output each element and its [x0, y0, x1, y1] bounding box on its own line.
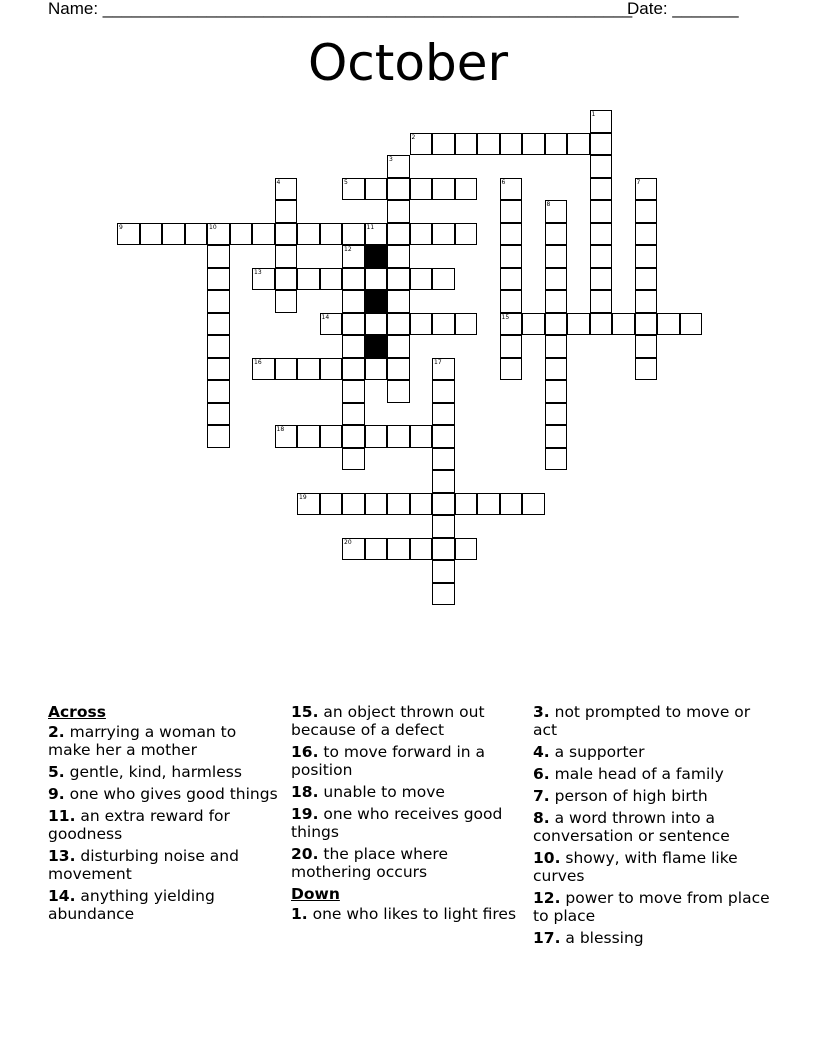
crossword-cell[interactable]: [275, 178, 298, 201]
crossword-cell[interactable]: [387, 178, 410, 201]
crossword-cell[interactable]: [342, 245, 365, 268]
crossword-cell[interactable]: [410, 538, 433, 561]
crossword-cell[interactable]: [612, 313, 635, 336]
clue-item-number: 13.: [48, 847, 76, 865]
crossword-cell[interactable]: [455, 178, 478, 201]
crossword-cell[interactable]: [410, 223, 433, 246]
crossword-cell[interactable]: [455, 313, 478, 336]
crossword-cell[interactable]: [410, 178, 433, 201]
clue-item-text: the place where mothering occurs: [291, 845, 448, 881]
clue-number: 3: [389, 156, 393, 163]
clue-item-number: 14.: [48, 887, 76, 905]
clue-number: 8: [546, 201, 551, 208]
crossword-cell[interactable]: [297, 493, 320, 516]
crossword-cell[interactable]: [342, 290, 365, 313]
crossword-cell[interactable]: [410, 493, 433, 516]
crossword-black-cell: [365, 245, 388, 268]
clue-number: 15: [501, 313, 510, 321]
crossword-cell[interactable]: [207, 335, 230, 358]
crossword-cell[interactable]: [500, 133, 523, 156]
clue-item-text: person of high birth: [549, 787, 708, 805]
crossword-cell[interactable]: [365, 268, 388, 291]
crossword-cell[interactable]: [297, 268, 320, 291]
crossword-cell[interactable]: [387, 358, 410, 381]
clue-list-col3: [533, 703, 773, 947]
crossword-cell[interactable]: [342, 538, 365, 561]
crossword-cell[interactable]: [207, 313, 230, 336]
clue-item: [48, 785, 278, 803]
crossword-cell[interactable]: [432, 178, 455, 201]
crossword-cell[interactable]: [432, 425, 455, 448]
crossword-cell[interactable]: [252, 223, 275, 246]
clue-item-number: 17.: [533, 929, 561, 947]
crossword-cell[interactable]: [500, 493, 523, 516]
clue-item: [291, 905, 523, 923]
crossword-cell[interactable]: [500, 358, 523, 381]
crossword-cell[interactable]: [207, 223, 230, 246]
clue-item: [533, 889, 773, 925]
clue-item-number: 9.: [48, 785, 65, 803]
clue-item-text: an object thrown out because of a defect: [291, 703, 485, 739]
clues-column-1: [48, 703, 278, 927]
crossword-cell[interactable]: [500, 245, 523, 268]
clue-number: 11: [366, 223, 375, 231]
crossword-cell[interactable]: [297, 425, 320, 448]
clue-number: 4: [276, 178, 281, 186]
crossword-cell[interactable]: [320, 313, 343, 336]
crossword-cell[interactable]: [522, 133, 545, 156]
clue-number: 17: [434, 358, 442, 366]
crossword-cell[interactable]: [545, 448, 568, 471]
clue-number: 14: [321, 313, 330, 321]
crossword-cell[interactable]: [455, 538, 478, 561]
clue-item-number: 15.: [291, 703, 319, 721]
clue-item: [291, 703, 523, 739]
crossword-cell[interactable]: [635, 223, 658, 246]
crossword-cell[interactable]: [207, 403, 230, 426]
crossword-cell[interactable]: [635, 268, 658, 291]
crossword-cell[interactable]: [522, 313, 545, 336]
clue-item-number: 6.: [533, 765, 550, 783]
clue-item: [291, 845, 523, 881]
crossword-cell[interactable]: [545, 200, 568, 223]
crossword-cell[interactable]: [432, 313, 455, 336]
clue-item-text: anything yielding abundance: [48, 887, 215, 923]
clue-item-number: 11.: [48, 807, 76, 825]
crossword-cell[interactable]: [207, 425, 230, 448]
crossword-cell[interactable]: [432, 538, 455, 561]
clue-number: 12: [344, 246, 352, 253]
clue-item: [533, 765, 773, 783]
crossword-cell[interactable]: [387, 155, 410, 178]
crossword-cell[interactable]: [207, 380, 230, 403]
crossword-cell[interactable]: [207, 245, 230, 268]
crossword-cell[interactable]: [545, 380, 568, 403]
clue-item: [48, 847, 278, 883]
crossword-cell[interactable]: [455, 223, 478, 246]
crossword-cell[interactable]: [545, 425, 568, 448]
crossword-cell[interactable]: [387, 493, 410, 516]
clue-item-text: an extra reward for goodness: [48, 807, 230, 843]
crossword-cell[interactable]: [500, 268, 523, 291]
clue-item-number: 16.: [291, 743, 319, 761]
crossword-cell[interactable]: [545, 403, 568, 426]
crossword-cell[interactable]: [590, 155, 613, 178]
crossword-cell[interactable]: [207, 358, 230, 381]
crossword-cell[interactable]: [635, 290, 658, 313]
crossword-cell[interactable]: [387, 335, 410, 358]
crossword-cell[interactable]: [545, 133, 568, 156]
clue-number: 18: [276, 426, 285, 433]
crossword-cell[interactable]: [590, 223, 613, 246]
clue-item-text: one who receives good things: [291, 805, 503, 841]
crossword-cell[interactable]: [387, 200, 410, 223]
clue-number: 19: [299, 493, 307, 501]
clue-item-text: a blessing: [560, 929, 644, 947]
crossword-cell[interactable]: [342, 223, 365, 246]
crossword-cell[interactable]: [275, 290, 298, 313]
crossword-cell[interactable]: [387, 223, 410, 246]
crossword-black-cell: [365, 335, 388, 358]
crossword-cell[interactable]: [635, 178, 658, 201]
crossword-cell[interactable]: [545, 223, 568, 246]
clue-item-number: 8.: [533, 809, 550, 827]
crossword-cell[interactable]: [657, 313, 680, 336]
clue-item-text: not prompted to move or act: [533, 703, 751, 739]
crossword-cell[interactable]: [365, 358, 388, 381]
crossword-cell[interactable]: [410, 133, 433, 156]
clue-number: 16: [254, 358, 262, 366]
crossword-cell[interactable]: [387, 268, 410, 291]
crossword-cell[interactable]: [500, 290, 523, 313]
clue-item-text: disturbing noise and movement: [48, 847, 239, 883]
crossword-cell[interactable]: [455, 493, 478, 516]
clue-item: [48, 807, 278, 843]
crossword-cell[interactable]: [432, 268, 455, 291]
clue-item: [533, 809, 773, 845]
clue-list-col1: [48, 723, 278, 923]
clue-number: 6: [501, 178, 506, 186]
clue-item: [533, 787, 773, 805]
crossword-cell[interactable]: [207, 290, 230, 313]
clue-item-number: 3.: [533, 703, 550, 721]
crossword-cell[interactable]: [545, 335, 568, 358]
clue-number: 9: [119, 223, 123, 231]
crossword-cell[interactable]: [590, 178, 613, 201]
crossword-cell[interactable]: [635, 313, 658, 336]
crossword-cell[interactable]: [365, 223, 388, 246]
clue-number: 1: [591, 111, 596, 118]
crossword-cell[interactable]: [342, 358, 365, 381]
date-field-label: Date: _______: [627, 0, 739, 18]
crossword-cell[interactable]: [342, 403, 365, 426]
crossword-cell[interactable]: [500, 200, 523, 223]
clue-number: 13: [254, 268, 262, 276]
crossword-cell[interactable]: [590, 110, 613, 133]
crossword-cell[interactable]: [252, 358, 275, 381]
crossword-cell[interactable]: [297, 223, 320, 246]
clue-item-text: unable to move: [318, 783, 445, 801]
crossword-cell[interactable]: [410, 313, 433, 336]
clue-item-number: 12.: [533, 889, 561, 907]
crossword-cell[interactable]: [185, 223, 208, 246]
clue-item-text: a supporter: [549, 743, 645, 761]
crossword-cell[interactable]: [567, 313, 590, 336]
crossword-cell[interactable]: [500, 178, 523, 201]
clues-column-2: [291, 703, 523, 927]
crossword-cell[interactable]: [230, 223, 253, 246]
clue-item-number: 19.: [291, 805, 319, 823]
crossword-cell[interactable]: [590, 313, 613, 336]
clue-item-number: 2.: [48, 723, 65, 741]
crossword-cell[interactable]: [342, 313, 365, 336]
crossword-cell[interactable]: [387, 538, 410, 561]
clues-column-3: [533, 703, 773, 951]
crossword-cell[interactable]: [410, 268, 433, 291]
clue-item: [291, 783, 523, 801]
crossword-cell[interactable]: [365, 425, 388, 448]
crossword-cell[interactable]: [320, 425, 343, 448]
clue-item: [291, 743, 523, 779]
across-heading: Across: [48, 703, 106, 721]
page-title: October: [307, 34, 509, 92]
crossword-cell[interactable]: [207, 268, 230, 291]
crossword-cell[interactable]: [387, 245, 410, 268]
crossword-cell[interactable]: [432, 515, 455, 538]
crossword-cell[interactable]: [545, 268, 568, 291]
crossword-cell[interactable]: [365, 538, 388, 561]
crossword-cell[interactable]: [365, 313, 388, 336]
crossword-cell[interactable]: [342, 448, 365, 471]
clue-list-col2-across: [291, 703, 523, 881]
clue-number: 5: [344, 178, 348, 186]
crossword-cell[interactable]: [455, 133, 478, 156]
crossword-cell[interactable]: [320, 223, 343, 246]
crossword-cell[interactable]: [567, 133, 590, 156]
clue-list-col2-down: [291, 905, 523, 923]
crossword-cell[interactable]: [320, 268, 343, 291]
crossword-cell[interactable]: [342, 425, 365, 448]
crossword-cell[interactable]: [275, 200, 298, 223]
crossword-cell[interactable]: [432, 470, 455, 493]
crossword-cell[interactable]: [410, 425, 433, 448]
clue-item-text: gentle, kind, harmless: [64, 763, 242, 781]
crossword-cell[interactable]: [387, 380, 410, 403]
clue-number: 2: [411, 133, 416, 141]
clue-item: [48, 723, 278, 759]
clue-item-text: to move forward in a position: [291, 743, 486, 779]
crossword-cell[interactable]: [545, 290, 568, 313]
crossword-cell[interactable]: [590, 133, 613, 156]
crossword-cell[interactable]: [590, 290, 613, 313]
crossword-cell[interactable]: [275, 268, 298, 291]
crossword-cell[interactable]: [477, 133, 500, 156]
crossword-cell[interactable]: [297, 358, 320, 381]
crossword-cell[interactable]: [590, 268, 613, 291]
crossword-cell[interactable]: [545, 245, 568, 268]
clue-item: [533, 929, 773, 947]
crossword-cell[interactable]: [432, 403, 455, 426]
crossword-cell[interactable]: [545, 313, 568, 336]
crossword-cell[interactable]: [432, 493, 455, 516]
crossword-cell[interactable]: [432, 358, 455, 381]
crossword-cell[interactable]: [635, 358, 658, 381]
crossword-cell[interactable]: [342, 380, 365, 403]
clue-item: [291, 805, 523, 841]
clue-item-number: 20.: [291, 845, 319, 863]
crossword-cell[interactable]: [342, 493, 365, 516]
crossword-cell[interactable]: [365, 493, 388, 516]
clue-number: 20: [344, 538, 352, 546]
crossword-cell[interactable]: [387, 425, 410, 448]
crossword-cell[interactable]: [680, 313, 703, 336]
crossword-cell[interactable]: [140, 223, 163, 246]
crossword-cell[interactable]: [590, 200, 613, 223]
crossword-cell[interactable]: [590, 245, 613, 268]
clue-item-text: one who likes to light fires: [307, 905, 517, 923]
clue-item-number: 18.: [291, 783, 319, 801]
crossword-cell[interactable]: [275, 425, 298, 448]
clue-number: 10: [209, 223, 217, 231]
crossword-cell[interactable]: [477, 493, 500, 516]
clue-item: [48, 763, 278, 781]
crossword-cell[interactable]: [275, 245, 298, 268]
crossword-cell[interactable]: [635, 200, 658, 223]
clue-item-text: male head of a family: [549, 765, 724, 783]
crossword-cell[interactable]: [342, 268, 365, 291]
crossword-cell[interactable]: [252, 268, 275, 291]
crossword-cell[interactable]: [162, 223, 185, 246]
crossword-black-cell: [365, 290, 388, 313]
clue-item-text: showy, with flame like curves: [533, 849, 738, 885]
crossword-cell[interactable]: [635, 245, 658, 268]
clue-item: [533, 743, 773, 761]
crossword-cell[interactable]: [432, 133, 455, 156]
crossword-cell[interactable]: [432, 380, 455, 403]
clue-item: [533, 849, 773, 885]
crossword-cell[interactable]: [500, 223, 523, 246]
clue-item-number: 1.: [291, 905, 308, 923]
crossword-cell[interactable]: [342, 178, 365, 201]
crossword-cell[interactable]: [320, 358, 343, 381]
crossword-cell[interactable]: [522, 493, 545, 516]
crossword-cell[interactable]: [387, 313, 410, 336]
crossword-cell[interactable]: [387, 290, 410, 313]
crossword-cell[interactable]: [275, 358, 298, 381]
clue-item: [48, 887, 278, 923]
crossword-cell[interactable]: [275, 223, 298, 246]
clue-item-text: a word thrown into a conversation or sentence: [533, 809, 730, 845]
crossword-cell[interactable]: [432, 583, 455, 606]
clue-number: 7: [636, 178, 641, 186]
clue-item-text: marrying a woman to make her a mother: [48, 723, 237, 759]
clue-item-text: one who gives good things: [64, 785, 278, 803]
crossword-cell[interactable]: [320, 493, 343, 516]
crossword-cell[interactable]: [432, 223, 455, 246]
crossword-cell[interactable]: [635, 335, 658, 358]
clue-item-number: 4.: [533, 743, 550, 761]
crossword-cell[interactable]: [432, 448, 455, 471]
name-field-label: Name: ________________________________________________________: [48, 0, 633, 18]
crossword-cell[interactable]: [500, 313, 523, 336]
clue-item-number: 5.: [48, 763, 65, 781]
clue-item-number: 7.: [533, 787, 550, 805]
down-heading: Down: [291, 885, 340, 903]
crossword-cell[interactable]: [365, 178, 388, 201]
crossword-cell[interactable]: [545, 358, 568, 381]
crossword-cell[interactable]: [500, 335, 523, 358]
crossword-cell[interactable]: [432, 560, 455, 583]
clue-item-text: power to move from place to place: [533, 889, 770, 925]
clue-item: [533, 703, 773, 739]
crossword-cell[interactable]: [117, 223, 140, 246]
crossword-cell[interactable]: [342, 335, 365, 358]
clue-item-number: 10.: [533, 849, 561, 867]
